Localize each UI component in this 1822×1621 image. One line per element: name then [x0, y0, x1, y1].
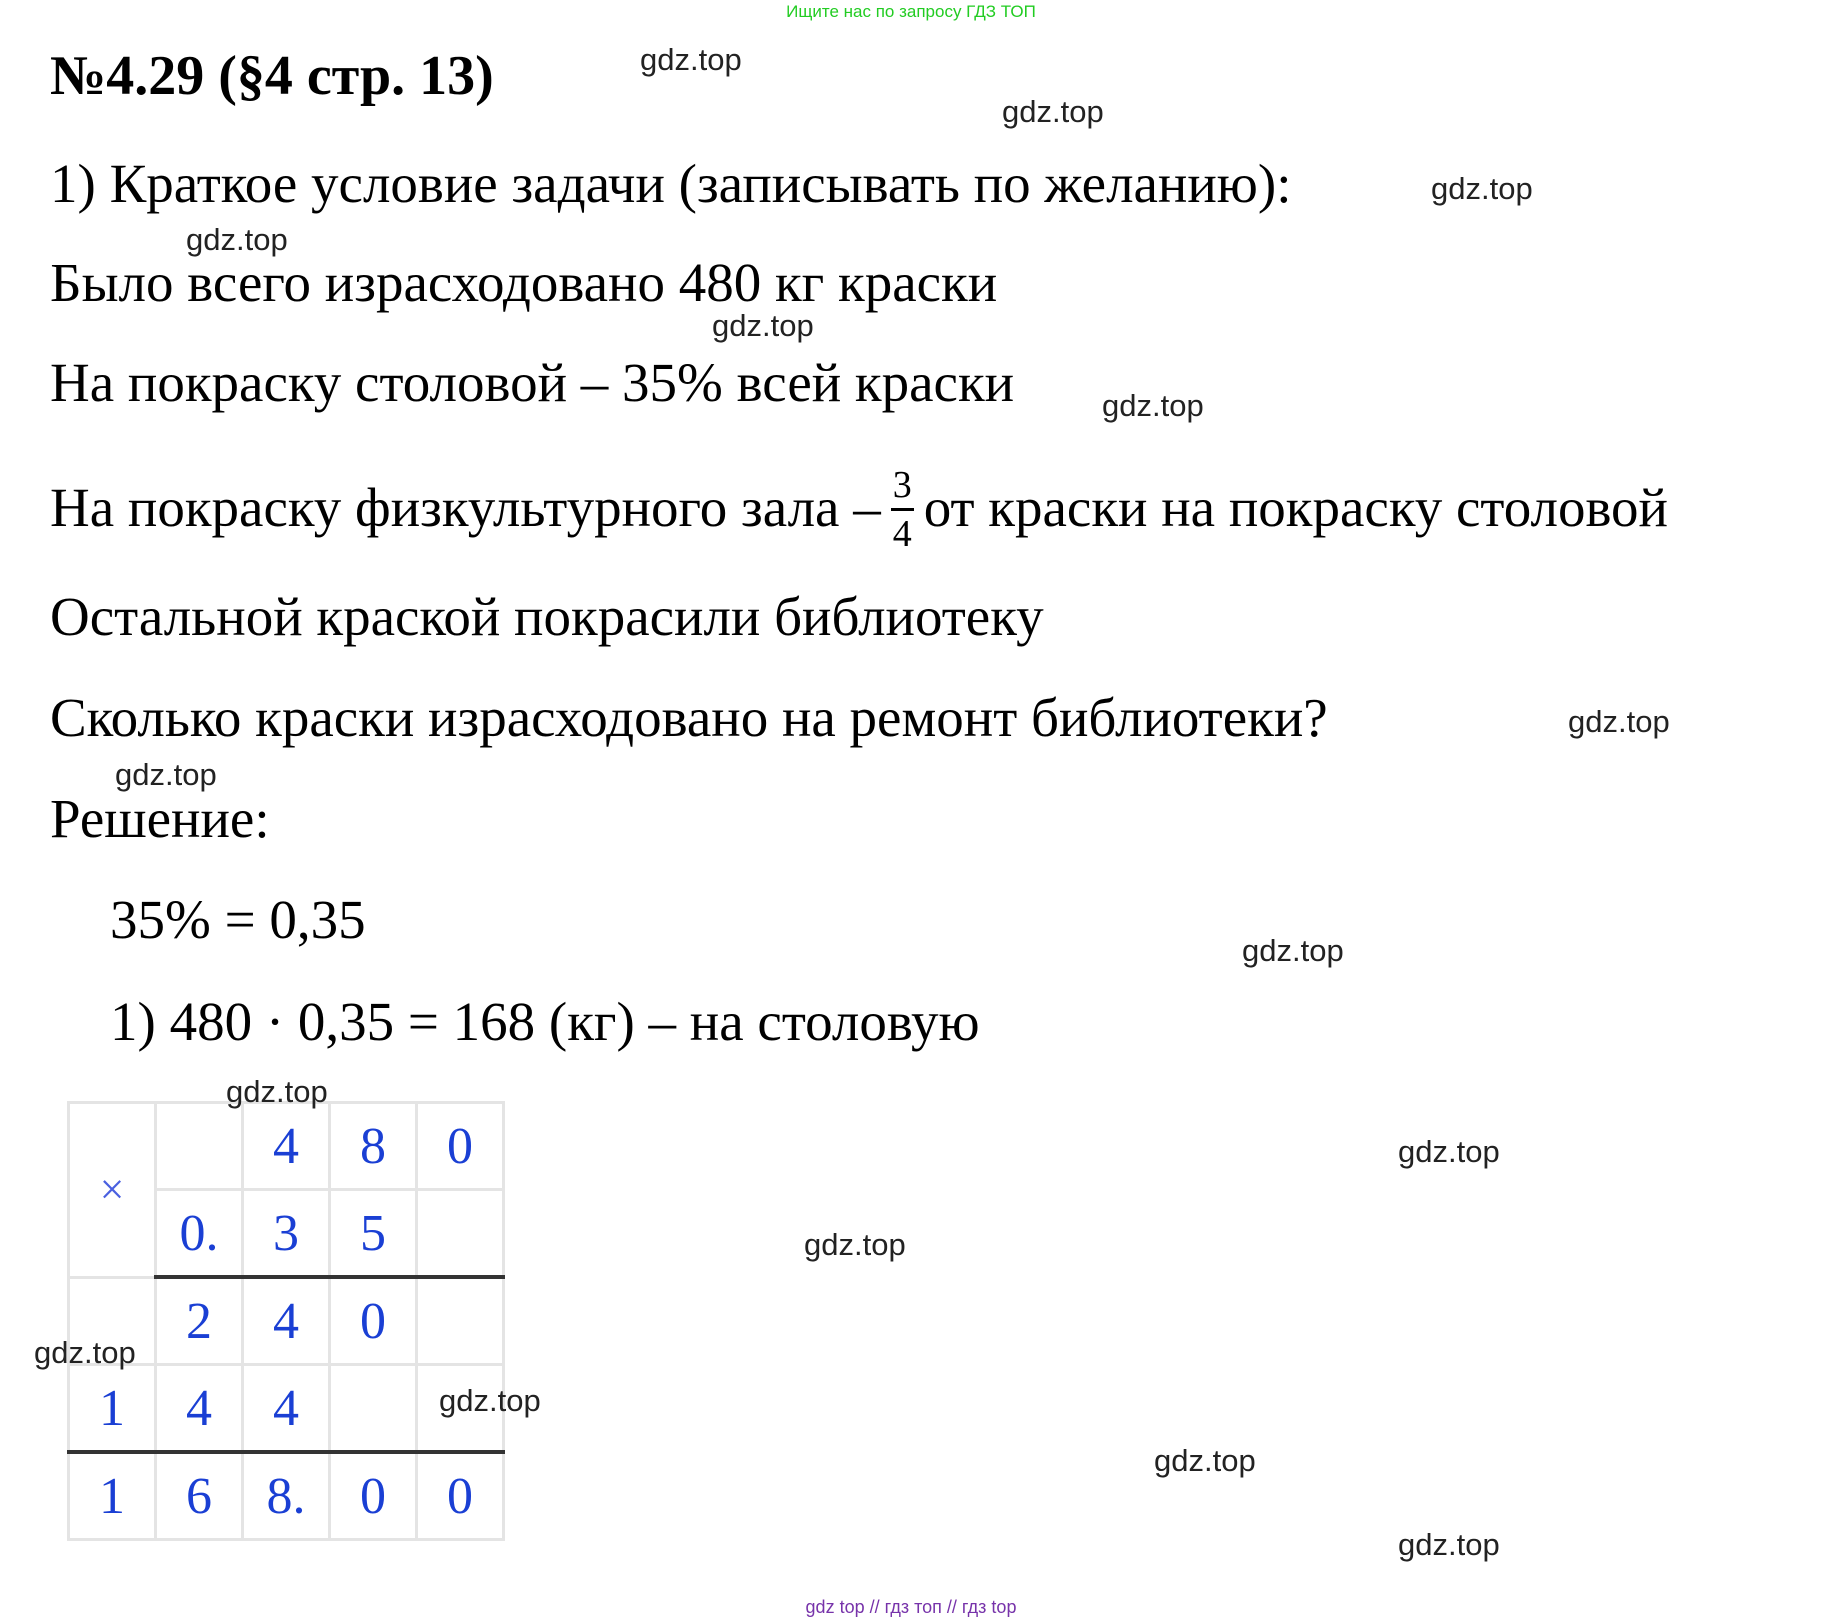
fraction — [891, 466, 914, 553]
watermark: gdz.top — [115, 757, 217, 792]
fraction-numerator: 3 — [891, 466, 914, 511]
grid-cell: 0 — [330, 1452, 417, 1540]
grid-cell: 4 — [243, 1365, 330, 1453]
grid-cell: 0 — [417, 1452, 504, 1540]
grid-cell: 5 — [330, 1190, 417, 1278]
solution-step-0: 35% = 0,35 — [110, 889, 366, 950]
grid-cell — [330, 1365, 417, 1453]
watermark: gdz.top — [186, 222, 288, 257]
grid-cell: 6 — [156, 1452, 243, 1540]
condition-line-3 — [50, 464, 1668, 557]
grid-cell: 8 — [330, 1103, 417, 1190]
grid-cell: 1 — [69, 1452, 156, 1540]
watermark: gdz.top — [1398, 1527, 1500, 1562]
grid-cell: 4 — [243, 1277, 330, 1365]
condition-line-3-end: от краски на покраску столовой — [923, 477, 1668, 539]
grid-cell — [417, 1277, 504, 1365]
watermark: gdz.top — [804, 1227, 906, 1262]
watermark: gdz.top — [640, 42, 742, 77]
question: Сколько краски израсходовано на ремонт библиотеки? — [50, 687, 1328, 748]
fraction-denominator: 4 — [892, 513, 912, 555]
watermark: gdz.top — [34, 1335, 136, 1370]
watermark: gdz.top — [1102, 388, 1204, 423]
grid-cell: 0. — [156, 1190, 243, 1278]
grid-cell: 1 — [69, 1365, 156, 1453]
watermark: gdz.top — [1431, 171, 1533, 206]
watermark: gdz.top — [1242, 933, 1344, 968]
grid-cell: 4 — [156, 1365, 243, 1453]
watermark: gdz.top — [1398, 1134, 1500, 1169]
condition-line-3-start: На покраску физкультурного зала – — [50, 477, 881, 539]
condition-line-1: Было всего израсходовано 480 кг краски — [50, 252, 998, 313]
condition-heading: 1) Краткое условие задачи (записывать по желанию): — [50, 153, 1292, 214]
watermark: gdz.top — [1154, 1443, 1256, 1478]
watermark: gdz.top — [712, 308, 814, 343]
watermark: gdz.top — [439, 1383, 541, 1418]
search-banner: Ищите нас по запросу ГДЗ ТОП — [786, 2, 1036, 21]
grid-cell: 3 — [243, 1190, 330, 1278]
footer: gdz top // гдз топ // гдз top — [805, 1597, 1017, 1617]
watermark: gdz.top — [1002, 94, 1104, 129]
grid-cell: 2 — [156, 1277, 243, 1365]
condition-line-4: Остальной краской покрасили библиотеку — [50, 586, 1044, 647]
condition-line-2: На покраску столовой – 35% всей краски — [50, 352, 1015, 413]
solution-heading: Решение: — [50, 788, 270, 849]
grid-cell: 0 — [330, 1277, 417, 1365]
multiply-sign: × — [69, 1103, 156, 1278]
grid-cell: 8. — [243, 1452, 330, 1540]
watermark: gdz.top — [226, 1074, 328, 1109]
watermark: gdz.top — [1568, 704, 1670, 739]
solution-step-1: 1) 480 · 0,35 = 168 (кг) – на столовую — [110, 991, 980, 1052]
grid-cell — [417, 1190, 504, 1278]
grid-cell: 4 — [243, 1103, 330, 1190]
multiplication-grid — [67, 1101, 505, 1541]
grid-cell — [156, 1103, 243, 1190]
page-title: №4.29 (§4 стр. 13) — [50, 45, 494, 107]
grid-cell: 0 — [417, 1103, 504, 1190]
